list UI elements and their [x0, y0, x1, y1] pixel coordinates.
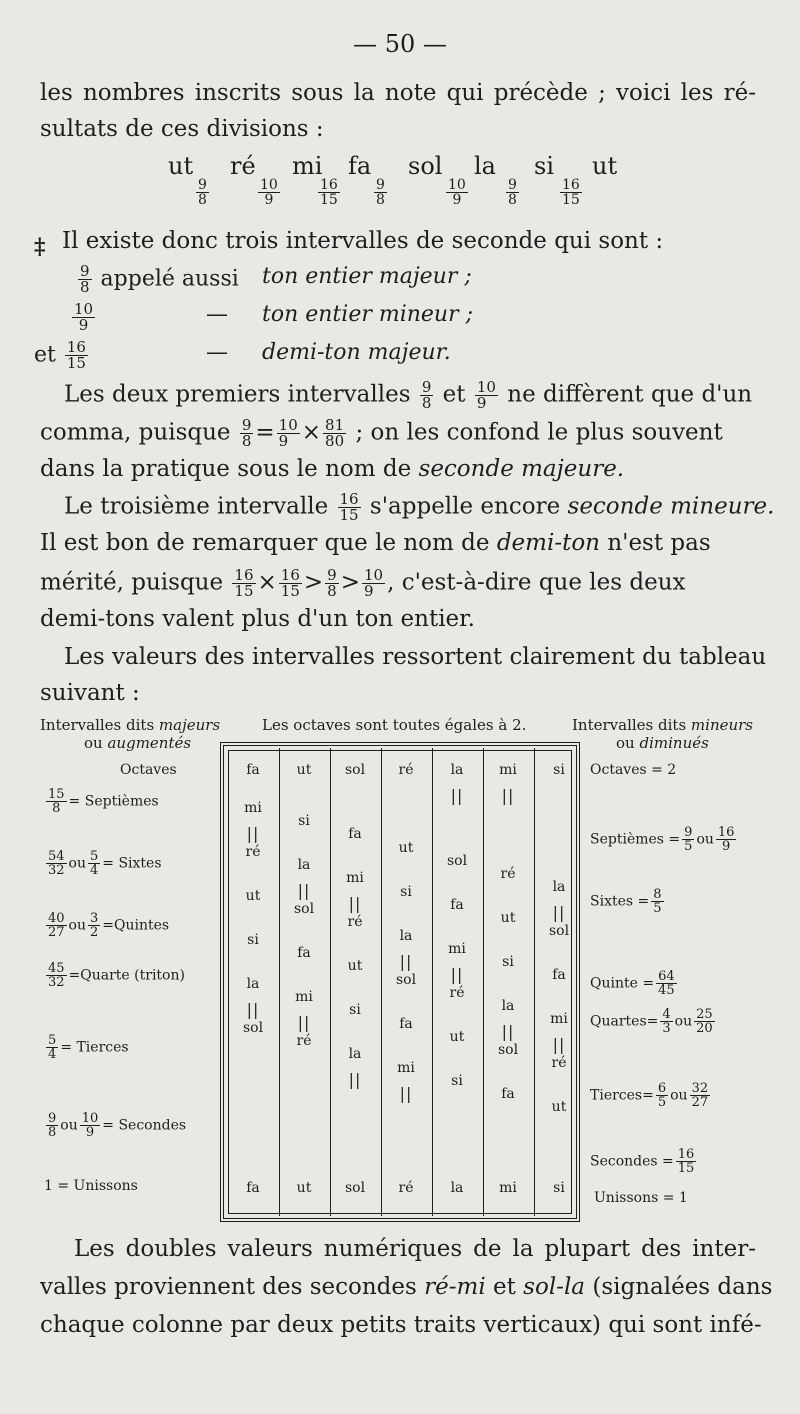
table-column-divider: [483, 748, 484, 1216]
double-bar-mark: ||: [552, 1035, 566, 1055]
double-bar-mark: ||: [450, 786, 464, 805]
double-bar-mark: ||: [348, 894, 362, 914]
table-note: fa: [552, 967, 566, 984]
double-bar-mark: ||: [348, 1070, 362, 1090]
text-line: demi-tons valent plus d'un ton entier.: [40, 606, 475, 632]
note-name: la: [474, 152, 496, 180]
center-caption: Les octaves sont toutes égales à 2.: [262, 716, 527, 734]
table-note: fa: [348, 826, 362, 843]
table-note: ut: [551, 1099, 567, 1116]
table-note: si: [247, 932, 259, 948]
table-note: mi: [550, 1011, 568, 1028]
table-note: mi: [448, 940, 466, 957]
ratio: $\frac{16}{15}$: [320, 177, 338, 208]
table-note: mi: [499, 762, 517, 778]
table-note: ré: [245, 844, 261, 860]
ratio: $\frac{9}{8}$: [508, 177, 517, 208]
double-bar-mark: ||: [399, 951, 413, 971]
right-label-secondes: Secondes = $\frac{16}{15}$: [590, 1147, 695, 1176]
text-line: mérité, puisque $\frac{16}{15}$ × $\frac{16}{15}$ > $\frac{9}{8}$ > $\frac{10}{9}$ , c'est-à-dire que les deux: [40, 566, 686, 600]
table-note: ré: [398, 1180, 414, 1196]
note-name: fa: [348, 152, 372, 180]
left-label-quarte: $\frac{45}{32}$ =Quarte (triton): [48, 961, 185, 990]
ratio: $\frac{10}{9}$: [448, 177, 466, 208]
table-note: ut: [347, 958, 363, 975]
note-name: sol: [408, 152, 443, 180]
table-note: fa: [297, 945, 311, 962]
table-note: si: [502, 954, 514, 970]
double-bar-mark: ||: [552, 903, 566, 923]
table-note: fa: [246, 1180, 260, 1196]
table-note: ut: [296, 762, 312, 778]
text-line: Les valeurs des intervalles ressortent clairement du tableau: [64, 644, 767, 670]
ratio: $\frac{10}{9}$: [260, 177, 278, 208]
note-name: si: [534, 152, 554, 180]
double-bar-mark: ||: [246, 1000, 260, 1019]
table-note: mi: [499, 1180, 517, 1196]
ratio: $\frac{9}{8}$: [376, 177, 385, 208]
text-line: Il est bon de remarquer que le nom de demi-ton n'est pas: [40, 530, 711, 556]
table-note: ut: [245, 888, 261, 904]
left-caption: Intervalles dits majeurs: [40, 716, 221, 734]
text-line: chaque colonne par deux petits traits verticaux) qui sont infé-: [40, 1312, 762, 1338]
table-note: fa: [450, 896, 464, 913]
page-number: — 50 —: [353, 30, 447, 58]
table-note: sol: [242, 1020, 264, 1036]
table-note: si: [553, 1180, 565, 1196]
right-label-quinte: Quinte = $\frac{64}{45}$: [590, 969, 675, 998]
double-bar-mark: ||: [246, 824, 260, 843]
ditto-dash: —: [206, 302, 228, 327]
right-label-septiemes: Septièmes = $\frac{9}{5}$ ou $\frac{16}{9}$: [590, 825, 735, 854]
text-line: Les deux premiers intervalles $\frac{9}{8}$ et $\frac{10}{9}$ ne diffèrent que d'un: [64, 378, 753, 412]
text-line: valles proviennent des secondes ré-mi et sol-la (signalées dans: [40, 1274, 773, 1300]
right-label-tierces: Tierces= $\frac{6}{5}$ ou $\frac{32}{27}$: [590, 1081, 709, 1110]
table-note: la: [399, 927, 413, 944]
note-name: ré: [230, 152, 256, 180]
table-note: sol: [395, 971, 417, 988]
double-bar-mark: ||: [297, 881, 311, 901]
left-label-sixtes: $\frac{54}{32}$ ou $\frac{5}{4}$ = Sixtes: [48, 849, 162, 878]
table-note: la: [450, 762, 464, 778]
ratio: $\frac{16}{15}$: [562, 177, 580, 208]
interval-item: $\frac{9}{8}$ appelé aussi: [80, 262, 239, 296]
text-line: comma, puisque $\frac{9}{8}$ = $\frac{10}{9}$ × $\frac{81}{80}$ ; on les confond le plus souvent: [40, 416, 723, 450]
table-note: si: [451, 1072, 463, 1089]
margin-mark-icon: ‡: [34, 234, 46, 260]
interval-item: et $\frac{16}{15}$: [34, 338, 86, 372]
table-note: mi: [346, 870, 364, 887]
table-note: la: [552, 879, 566, 896]
interval-name: ton entier majeur ;: [262, 264, 472, 289]
table-note: la: [246, 976, 260, 992]
right-label-sixtes: Sixtes = $\frac{8}{5}$: [590, 887, 662, 916]
right-label-octaves: Octaves = 2: [590, 762, 677, 778]
table-note: sol: [548, 923, 570, 940]
table-note: si: [553, 762, 565, 778]
table-note: si: [349, 1002, 361, 1019]
right-label-unissons: Unissons = 1: [594, 1190, 688, 1206]
table-note: sol: [497, 1042, 519, 1058]
table-note: fa: [501, 1086, 515, 1102]
double-bar-mark: ||: [501, 786, 515, 805]
ratio: $\frac{9}{8}$: [198, 177, 207, 208]
left-label-unissons: 1 = Unissons: [44, 1178, 138, 1194]
table-note: ré: [347, 914, 363, 931]
table-note: sol: [293, 901, 315, 918]
text-line: les nombres inscrits sous la note qui précède ; voici les ré-: [40, 80, 756, 106]
note-name: mi: [292, 152, 323, 180]
text-line: sultats de ces divisions :: [40, 116, 324, 142]
right-caption: Intervalles dits mineurs: [572, 716, 754, 734]
table-note: la: [297, 857, 311, 874]
double-bar-mark: ||: [399, 1083, 413, 1103]
table-note: si: [400, 883, 412, 900]
table-note: ut: [449, 1028, 465, 1045]
table-note: mi: [397, 1059, 415, 1076]
left-label-septiemes: $\frac{15}{8}$ = Septièmes: [48, 787, 159, 816]
text-line: Le troisième intervalle $\frac{16}{15}$ s'appelle encore seconde mineure.: [64, 490, 775, 524]
text-line: Les doubles valeurs numériques de la plupart des inter-: [74, 1236, 756, 1262]
table-note: mi: [244, 800, 262, 816]
table-note: ré: [398, 762, 414, 778]
left-label-octaves: Octaves: [120, 762, 177, 778]
double-bar-mark: ||: [501, 1022, 515, 1041]
interval-name: demi-ton majeur.: [262, 340, 451, 365]
table-note: mi: [295, 989, 313, 1006]
table-note: la: [450, 1180, 464, 1196]
table-note: fa: [246, 762, 260, 778]
right-caption-2: ou diminués: [616, 734, 709, 752]
double-bar-mark: ||: [450, 964, 464, 984]
note-name: ut: [168, 152, 194, 180]
table-note: sol: [446, 852, 468, 869]
interval-name: ton entier mineur ;: [262, 302, 474, 327]
table-note: sol: [344, 762, 366, 778]
right-label-quartes: Quartes= $\frac{4}{3}$ ou $\frac{25}{20}$: [590, 1007, 713, 1036]
note-name: ut: [592, 152, 618, 180]
table-note: ut: [296, 1180, 312, 1196]
left-label-secondes: $\frac{9}{8}$ ou $\frac{10}{9}$ = Secondes: [48, 1111, 187, 1140]
table-note: ut: [398, 839, 414, 856]
table-note: la: [348, 1046, 362, 1063]
table-note: sol: [344, 1180, 366, 1196]
table-note: ré: [500, 866, 516, 882]
table-note: ut: [500, 910, 516, 926]
left-label-quintes: $\frac{40}{27}$ ou $\frac{3}{2}$ =Quintes: [48, 911, 170, 940]
double-bar-mark: ||: [297, 1013, 311, 1033]
table-note: ré: [296, 1033, 312, 1050]
text-line: Il existe donc trois intervalles de seconde qui sont :: [62, 228, 664, 254]
left-label-tierces: $\frac{5}{4}$ = Tierces: [48, 1033, 129, 1062]
table-note: fa: [399, 1015, 413, 1032]
text-line: dans la pratique sous le nom de seconde majeure.: [40, 456, 625, 482]
ditto-dash: —: [206, 340, 228, 365]
interval-item: $\frac{10}{9}$: [74, 300, 94, 334]
table-note: si: [298, 813, 310, 830]
table-note: la: [501, 998, 515, 1014]
table-column-divider: [330, 748, 331, 1216]
table-note: ré: [551, 1055, 567, 1072]
text-line: suivant :: [40, 680, 140, 706]
table-note: ré: [449, 984, 465, 1001]
left-caption-2: ou augmentés: [84, 734, 192, 752]
